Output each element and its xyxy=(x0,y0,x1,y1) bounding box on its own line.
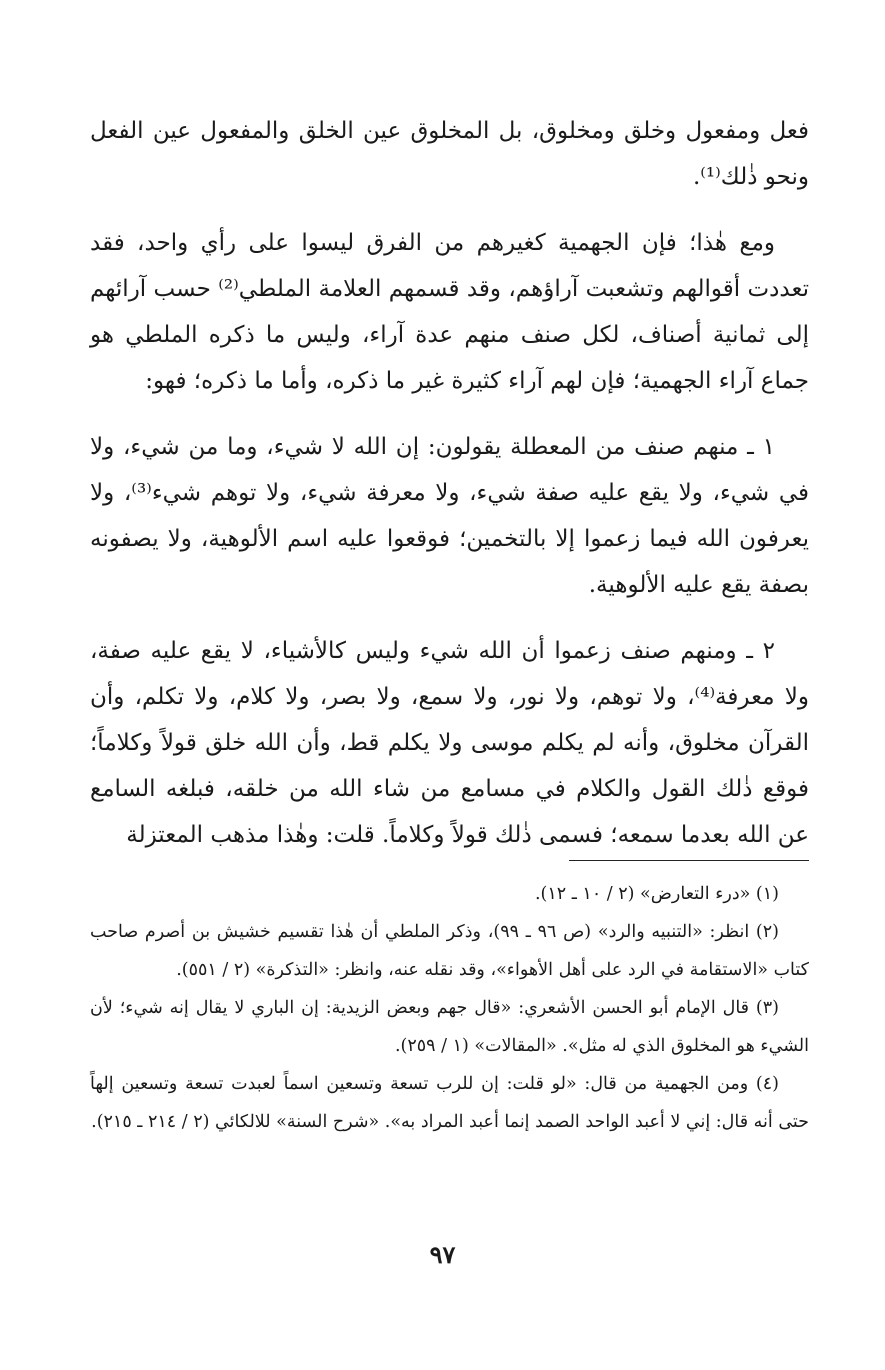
paragraph-3: ١ ـ منهم صنف من المعطلة يقولون: إن الله لا شيء، وما من شيء، ولا في شيء، ولا يقع عليه صفة شيء، ولا معرفة شيء، ولا توهم شيء⁽³⁾، ولا يعرفون الله فيما زعموا إلا بالتخمين؛ فوقعوا عليه اسم الألوهية، ولا يصفونه بصفة يقع عليه الألوهية. xyxy=(90,434,809,598)
page-number: ٩٧ xyxy=(429,1240,456,1269)
paragraph-1: فعل ومفعول وخلق ومخلوق، بل المخلوق عين الخلق والمفعول عين الفعل ونحو ذٰلك⁽¹⁾. xyxy=(90,118,809,190)
footnote-4: (٤) ومن الجهمية من قال: «لو قلت: إن للرب تسعة وتسعين اسماً لعبدت تسعة وتسعين إلهاً حتى أنه قال: إني لا أعبد الواحد الصمد إنما أعبد المراد به». «شرح السنة» للالكائي (٢ / ٢١٤ ـ ٢١٥). xyxy=(90,1074,809,1132)
paragraph-4: ٢ ـ ومنهم صنف زعموا أن الله شيء وليس كالأشياء، لا يقع عليه صفة، ولا معرفة⁽⁴⁾، ولا توهم، ولا نور، ولا سمع، ولا بصر، ولا كلام، ولا تكلم، وأن القرآن مخلوق، وأنه لم يكلم موسى ولا يكلم قط، وأن الله خلق قولاً وكلاماً؛ فوقع ذٰلك القول والكلام في مسامع من شاء الله من خلقه، فبلغه السامع عن الله بعدما سمعه؛ فسمى ذٰلك قولاً وكلاماً. قلت: وهٰذا مذهب المعتزلة xyxy=(90,638,809,848)
footnotes-section xyxy=(90,860,809,1141)
footnote-divider xyxy=(569,860,809,861)
paragraph-2: ومع هٰذا؛ فإن الجهمية كغيرهم من الفرق ليسوا على رأي واحد، فقد تعددت أقوالهم وتشعبت آراؤهم، وقد قسمهم العلامة الملطي⁽²⁾ حسب آرائهم إلى ثمانية أصناف، لكل صنف منهم عدة آراء، وليس ما ذكره الملطي هو جماع آراء الجهمية؛ فإن لهم آراء كثيرة غير ما ذكره، وأما ما ذكره؛ فهو: xyxy=(90,230,809,394)
footnote-1: (١) «درء التعارض» (٢ / ١٠ ـ ١٢). xyxy=(534,884,779,904)
footnote-3: (٣) قال الإمام أبو الحسن الأشعري: «قال جهم وبعض الزيدية: إن الباري لا يقال إنه شيء؛ لأن الشيء هو المخلوق الذي له مثل». «المقالات» (١ / ٢٥٩). xyxy=(90,998,809,1056)
footnote-2: (٢) انظر: «التنبيه والرد» (ص ٩٦ ـ ٩٩)، وذكر الملطي أن هٰذا تقسيم خشيش بن أصرم صاحب كتاب «الاستقامة في الرد على أهل الأهواء»، وقد نقله عنه، وانظر: «التذكرة» (٢ / ٥٥١). xyxy=(90,922,809,980)
